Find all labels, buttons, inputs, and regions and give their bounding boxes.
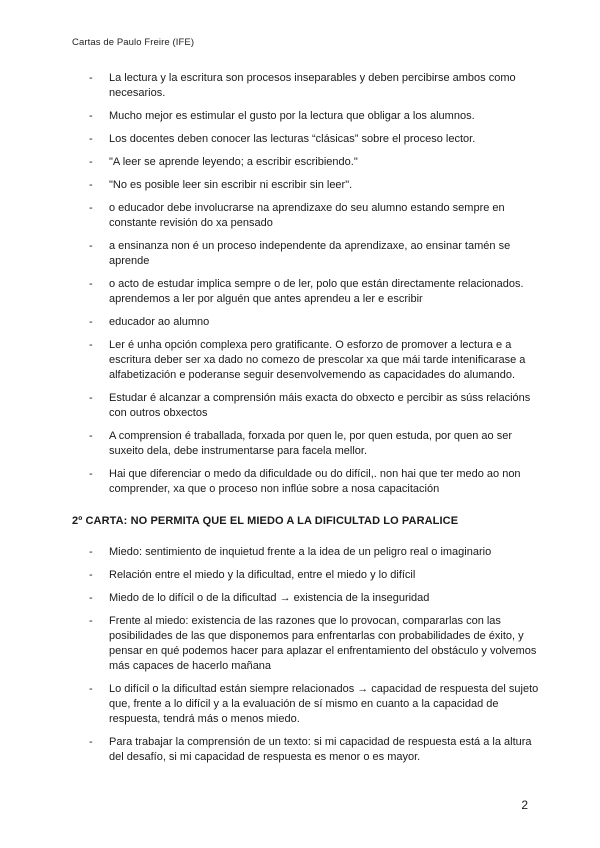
bullet-dash: - bbox=[89, 179, 93, 191]
list-item-text: "A leer se aprende leyendo; a escribir escribiendo." bbox=[109, 156, 358, 168]
page-number: 2 bbox=[521, 798, 528, 812]
section-heading: 2º CARTA: NO PERMITA QUE EL MIEDO A LA DIFICULTAD LO PARALICE bbox=[72, 515, 459, 527]
bullet-dash: - bbox=[89, 569, 93, 581]
bullet-dash: - bbox=[89, 339, 93, 351]
list-item-text: Relación entre el miedo y la dificultad, entre el miedo y lo difícil bbox=[109, 569, 416, 581]
list-item-text: educador ao alumno bbox=[109, 316, 210, 328]
bullet-dash: - bbox=[89, 468, 93, 480]
list-item bbox=[72, 71, 542, 101]
bullet-dash: - bbox=[89, 110, 93, 122]
list-item bbox=[72, 591, 542, 606]
list-item bbox=[72, 545, 542, 560]
bullet-dash: - bbox=[89, 683, 93, 695]
list-item-text: o acto de estudar implica sempre o de ler, polo que están directamente relacionados. aprendemos a ler por alguén que antes aprendeu a ler e escribir bbox=[109, 278, 524, 305]
list-item-text: Frente al miedo: existencia de las razones que lo provocan, compararlas con las posibilidades de las que disponemos para enfrentarlas con probabilidades de éxito, y pensar en qué podemos hacer para aplazar el enfrentamiento del obstáculo y volvemos más capaces de hacerlo mañana bbox=[109, 615, 537, 672]
bullet-dash: - bbox=[89, 278, 93, 290]
bullet-dash: - bbox=[89, 133, 93, 145]
bullet-dash: - bbox=[89, 202, 93, 214]
list-item-text: Lo difícil o la dificultad están siempre relacionados → capacidad de respuesta del sujeto que, frente a lo difícil y a la evaluación de sí mismo en cuanto a la capacidad de respuesta, tendrá más o menos miedo. bbox=[109, 683, 539, 725]
list-item-text: a ensinanza non é un proceso independente da aprendizaxe, ao ensinar tamén se aprende bbox=[109, 240, 511, 267]
list-item bbox=[72, 614, 542, 674]
bullet-list-reading bbox=[72, 71, 542, 505]
list-item bbox=[72, 239, 542, 269]
bullet-dash: - bbox=[89, 72, 93, 84]
bullet-dash: - bbox=[89, 592, 93, 604]
list-item-text: Los docentes deben conocer las lecturas “clásicas” sobre el proceso lector. bbox=[109, 133, 476, 145]
list-item-text: Hai que diferenciar o medo da dificuldade ou do difícil,. non hai que ter medo ao non comprender, xa que o proceso non inflúe sobre a nosa capacitación bbox=[109, 468, 521, 495]
bullet-dash: - bbox=[89, 615, 93, 627]
list-item bbox=[72, 155, 542, 170]
list-item-text: A comprension é traballada, forxada por quen le, por quen estuda, por quen ao ser suxeito dela, debe instrumentarse para facela mellor. bbox=[109, 430, 512, 457]
list-item bbox=[72, 682, 542, 727]
list-item bbox=[72, 178, 542, 193]
list-item-text: "No es posible leer sin escribir ni escribir sin leer". bbox=[109, 179, 353, 191]
list-item-text: Para trabajar la comprensión de un texto: si mi capacidad de respuesta está a la altura del desafío, si mi capacidad de respuesta es menor o es mayor. bbox=[109, 736, 532, 763]
list-item bbox=[72, 315, 542, 330]
list-item bbox=[72, 467, 542, 497]
bullet-dash: - bbox=[89, 546, 93, 558]
list-item-text: o educador debe involucrarse na aprendizaxe do seu alumno estando sempre en constante revisión do xa pensado bbox=[109, 202, 505, 229]
list-item-text: Miedo de lo difícil o de la dificultad → existencia de la inseguridad bbox=[109, 592, 430, 604]
bullet-dash: - bbox=[89, 736, 93, 748]
list-item-text: Miedo: sentimiento de inquietud frente a la idea de un peligro real o imaginario bbox=[109, 546, 492, 558]
list-item-text: Estudar é alcanzar a comprensión máis exacta do obxecto e percibir as súss relacións con outros obxectos bbox=[109, 392, 531, 419]
list-item bbox=[72, 735, 542, 765]
bullet-dash: - bbox=[89, 430, 93, 442]
list-item bbox=[72, 568, 542, 583]
bullet-dash: - bbox=[89, 240, 93, 252]
list-item bbox=[72, 338, 542, 383]
list-item bbox=[72, 132, 542, 147]
list-item bbox=[72, 201, 542, 231]
list-item-text: Mucho mejor es estimular el gusto por la lectura que obligar a los alumnos. bbox=[109, 110, 475, 122]
list-item bbox=[72, 391, 542, 421]
bullet-dash: - bbox=[89, 156, 93, 168]
list-item bbox=[72, 277, 542, 307]
list-item bbox=[72, 109, 542, 124]
bullet-dash: - bbox=[89, 316, 93, 328]
list-item-text: La lectura y la escritura son procesos inseparables y deben percibirse ambos como necesarios. bbox=[109, 72, 516, 99]
running-header: Cartas de Paulo Freire (IFE) bbox=[72, 37, 195, 48]
list-item bbox=[72, 429, 542, 459]
list-item-text: Ler é unha opción complexa pero gratificante. O esforzo de promover a lectura e a escritura deber ser xa dado no comezo de prescolar xa que mái tarde intenificarase a alfabetización e poderanse seguir desenvolvemendo as capacidades do alumando. bbox=[109, 339, 526, 381]
bullet-dash: - bbox=[89, 392, 93, 404]
bullet-list-fear bbox=[72, 545, 542, 773]
